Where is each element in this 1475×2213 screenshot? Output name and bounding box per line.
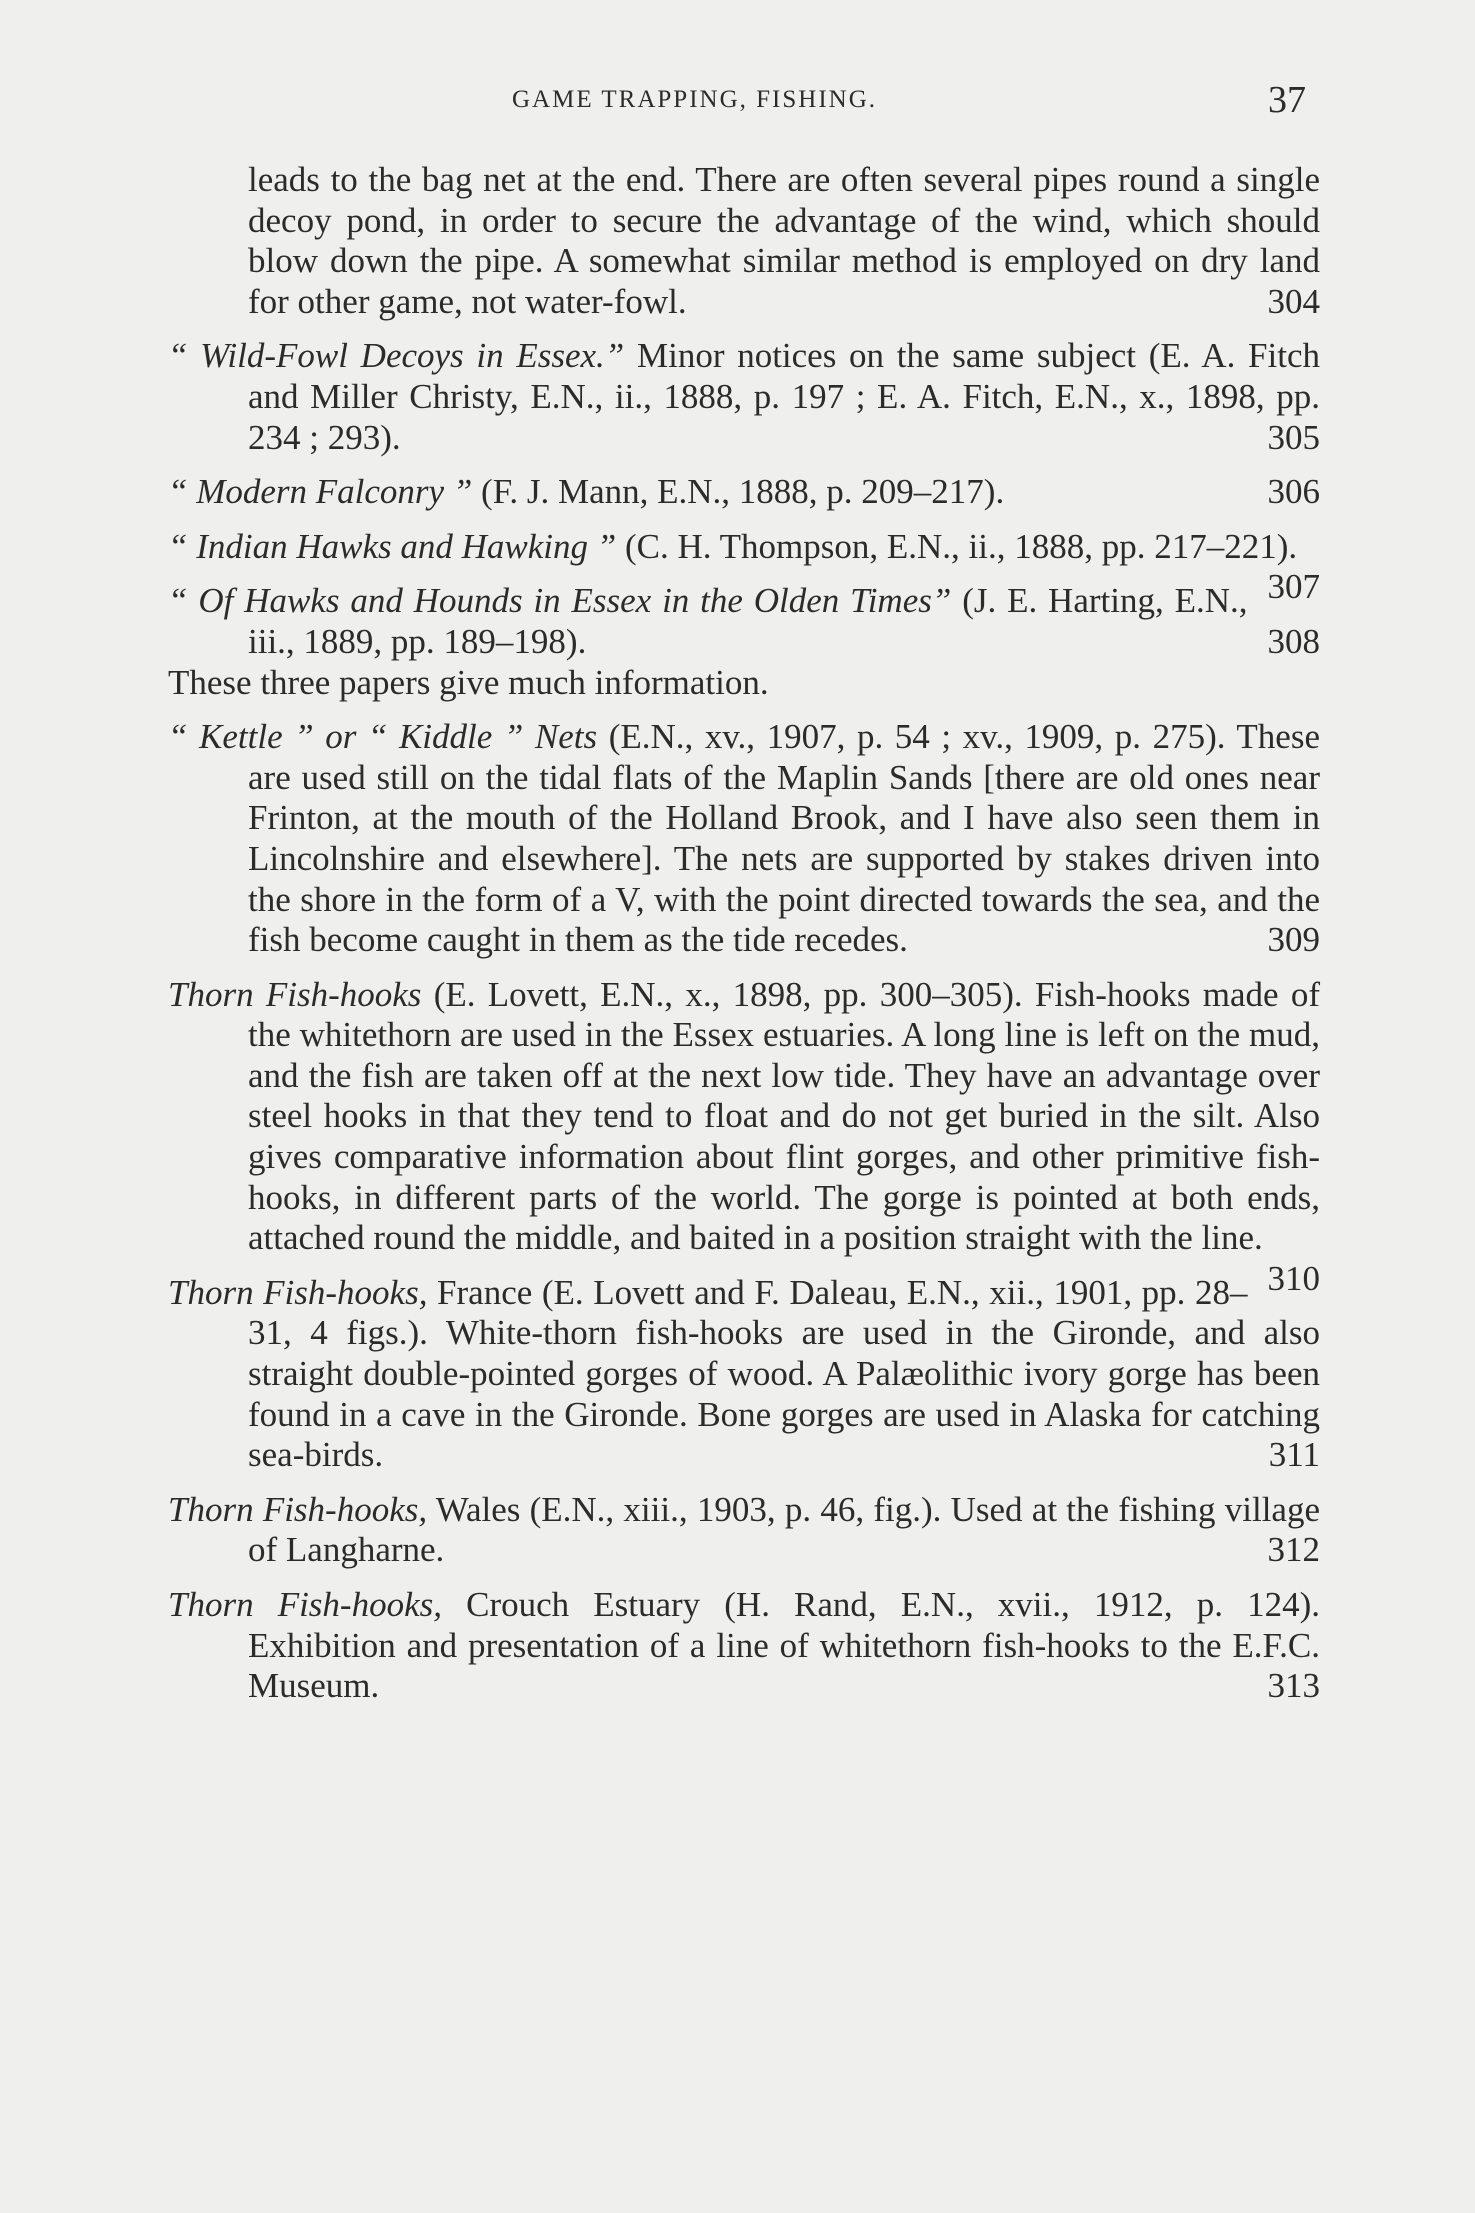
- entry-number: 311: [1268, 1435, 1320, 1475]
- entry-text: (C. H. Thompson, E.N., ii., 1888, pp. 217–221).: [616, 526, 1298, 566]
- bibliography-entry-305: [168, 336, 1320, 458]
- bibliography-entry-312: [168, 1490, 1320, 1571]
- entry-number: 305: [1267, 417, 1320, 457]
- entry-number: 307: [1267, 567, 1320, 607]
- entry-number: 304: [1267, 281, 1320, 321]
- running-head: GAME TRAPPING, FISHING.: [512, 86, 878, 113]
- entry-number: 308: [1267, 621, 1320, 661]
- bibliography-entry-311: [168, 1273, 1320, 1476]
- bibliography-entry-309: [168, 717, 1320, 961]
- entry-title: “ Of Hawks and Hounds in Essex in the Olden Times”: [168, 581, 952, 621]
- entry-text: leads to the bag net at the end. There are often several pipes round a single decoy pond, in order to secure the advantage of the wind, which should blow down the pipe. A somewhat similar method is employed on dry land for other game, not water-fowl.: [248, 160, 1320, 321]
- entry-text: Minor notices on the same subject (E. A. Fitch and Miller Christy, E.N., ii., 1888, p. 197 ; E. A. Fitch, E.N., x., 1898, pp. 234 ; 293).: [248, 336, 1320, 457]
- entry-number: 306: [1267, 472, 1320, 512]
- entry-title: “ Kettle ” or “ Kiddle ” Nets: [168, 717, 598, 757]
- entry-text: Crouch Estuary (H. Rand, E.N., xvii., 1912, p. 124). Exhibition and presentation of a line of whitethorn fish-hooks to the E.F.C. Museum.: [248, 1585, 1320, 1706]
- page-header: [0, 78, 1475, 128]
- entry-title: Thorn Fish-hooks,: [168, 1585, 442, 1624]
- entry-title: Thorn Fish-hooks,: [168, 1272, 428, 1312]
- entry-text: (F. J. Mann, E.N., 1888, p. 209–217).: [472, 472, 1005, 512]
- entry-title: Thorn Fish-hooks: [168, 974, 422, 1014]
- entry-text: Wales (E.N., xiii., 1903, p. 46, fig.). Used at the fishing village of Langharne.: [248, 1489, 1320, 1570]
- bibliography-entry-308: [168, 581, 1320, 703]
- entry-title: Thorn Fish-hooks,: [168, 1489, 428, 1529]
- entry-text: (E.N., xv., 1907, p. 54 ; xv., 1909, p. 275). These are used still on the tidal flats of the Maplin Sands [there are old ones near Frinton, at the mouth of the Holland Brook, and I have also seen them in Lincolnshire and elsewhere]. The nets are supported by stakes driven into the shore in the form of a V, with the point directed towards the sea, and the fish become caught in them as the tide recedes.: [248, 717, 1320, 960]
- entry-title: “ Indian Hawks and Hawking ”: [168, 526, 617, 566]
- bibliography-list: [168, 160, 1320, 1707]
- entry-number: 310: [1267, 1258, 1320, 1298]
- page-number: 37: [1268, 79, 1306, 121]
- bibliography-entry-313: [168, 1585, 1320, 1707]
- bibliography-entry-304: [168, 160, 1320, 322]
- entry-text: France (E. Lovett and F. Daleau, E.N., xii., 1901, pp. 28–31, 4 figs.). White-thorn fish-hooks are used in the Gironde, and also straight double-pointed gorges of wood. A Palæolithic ivory gorge has been found in a cave in the Gironde. Bone gorges are used in Alaska for catching sea-birds.: [248, 1272, 1320, 1475]
- bibliography-entry-310: [168, 974, 1320, 1298]
- entry-number: 309: [1267, 920, 1320, 960]
- bibliography-entry-306: [168, 472, 1320, 513]
- entry-note: These three papers give much information.: [168, 662, 769, 702]
- entry-number: 312: [1267, 1530, 1320, 1570]
- entry-title: “ Wild-Fowl Decoys in Essex.”: [168, 336, 625, 376]
- entry-title: “ Modern Falconry ”: [168, 472, 473, 512]
- entry-text: (E. Lovett, E.N., x., 1898, pp. 300–305). Fish-hooks made of the whitethorn are used in the Essex estuaries. A long line is left on the mud, and the fish are taken off at the next low tide. They have an advantage over steel hooks in that they tend to float and do not get buried in the silt. Also gives comparative information about flint gorges, and other primitive fish-hooks, in different parts of the world. The gorge is pointed at both ends, attached round the middle, and baited in a position straight with the line.: [248, 974, 1320, 1258]
- entry-text: (J. E. Harting, E.N., iii., 1889, pp. 189–198).: [248, 581, 1248, 661]
- entry-number: 313: [1267, 1666, 1320, 1706]
